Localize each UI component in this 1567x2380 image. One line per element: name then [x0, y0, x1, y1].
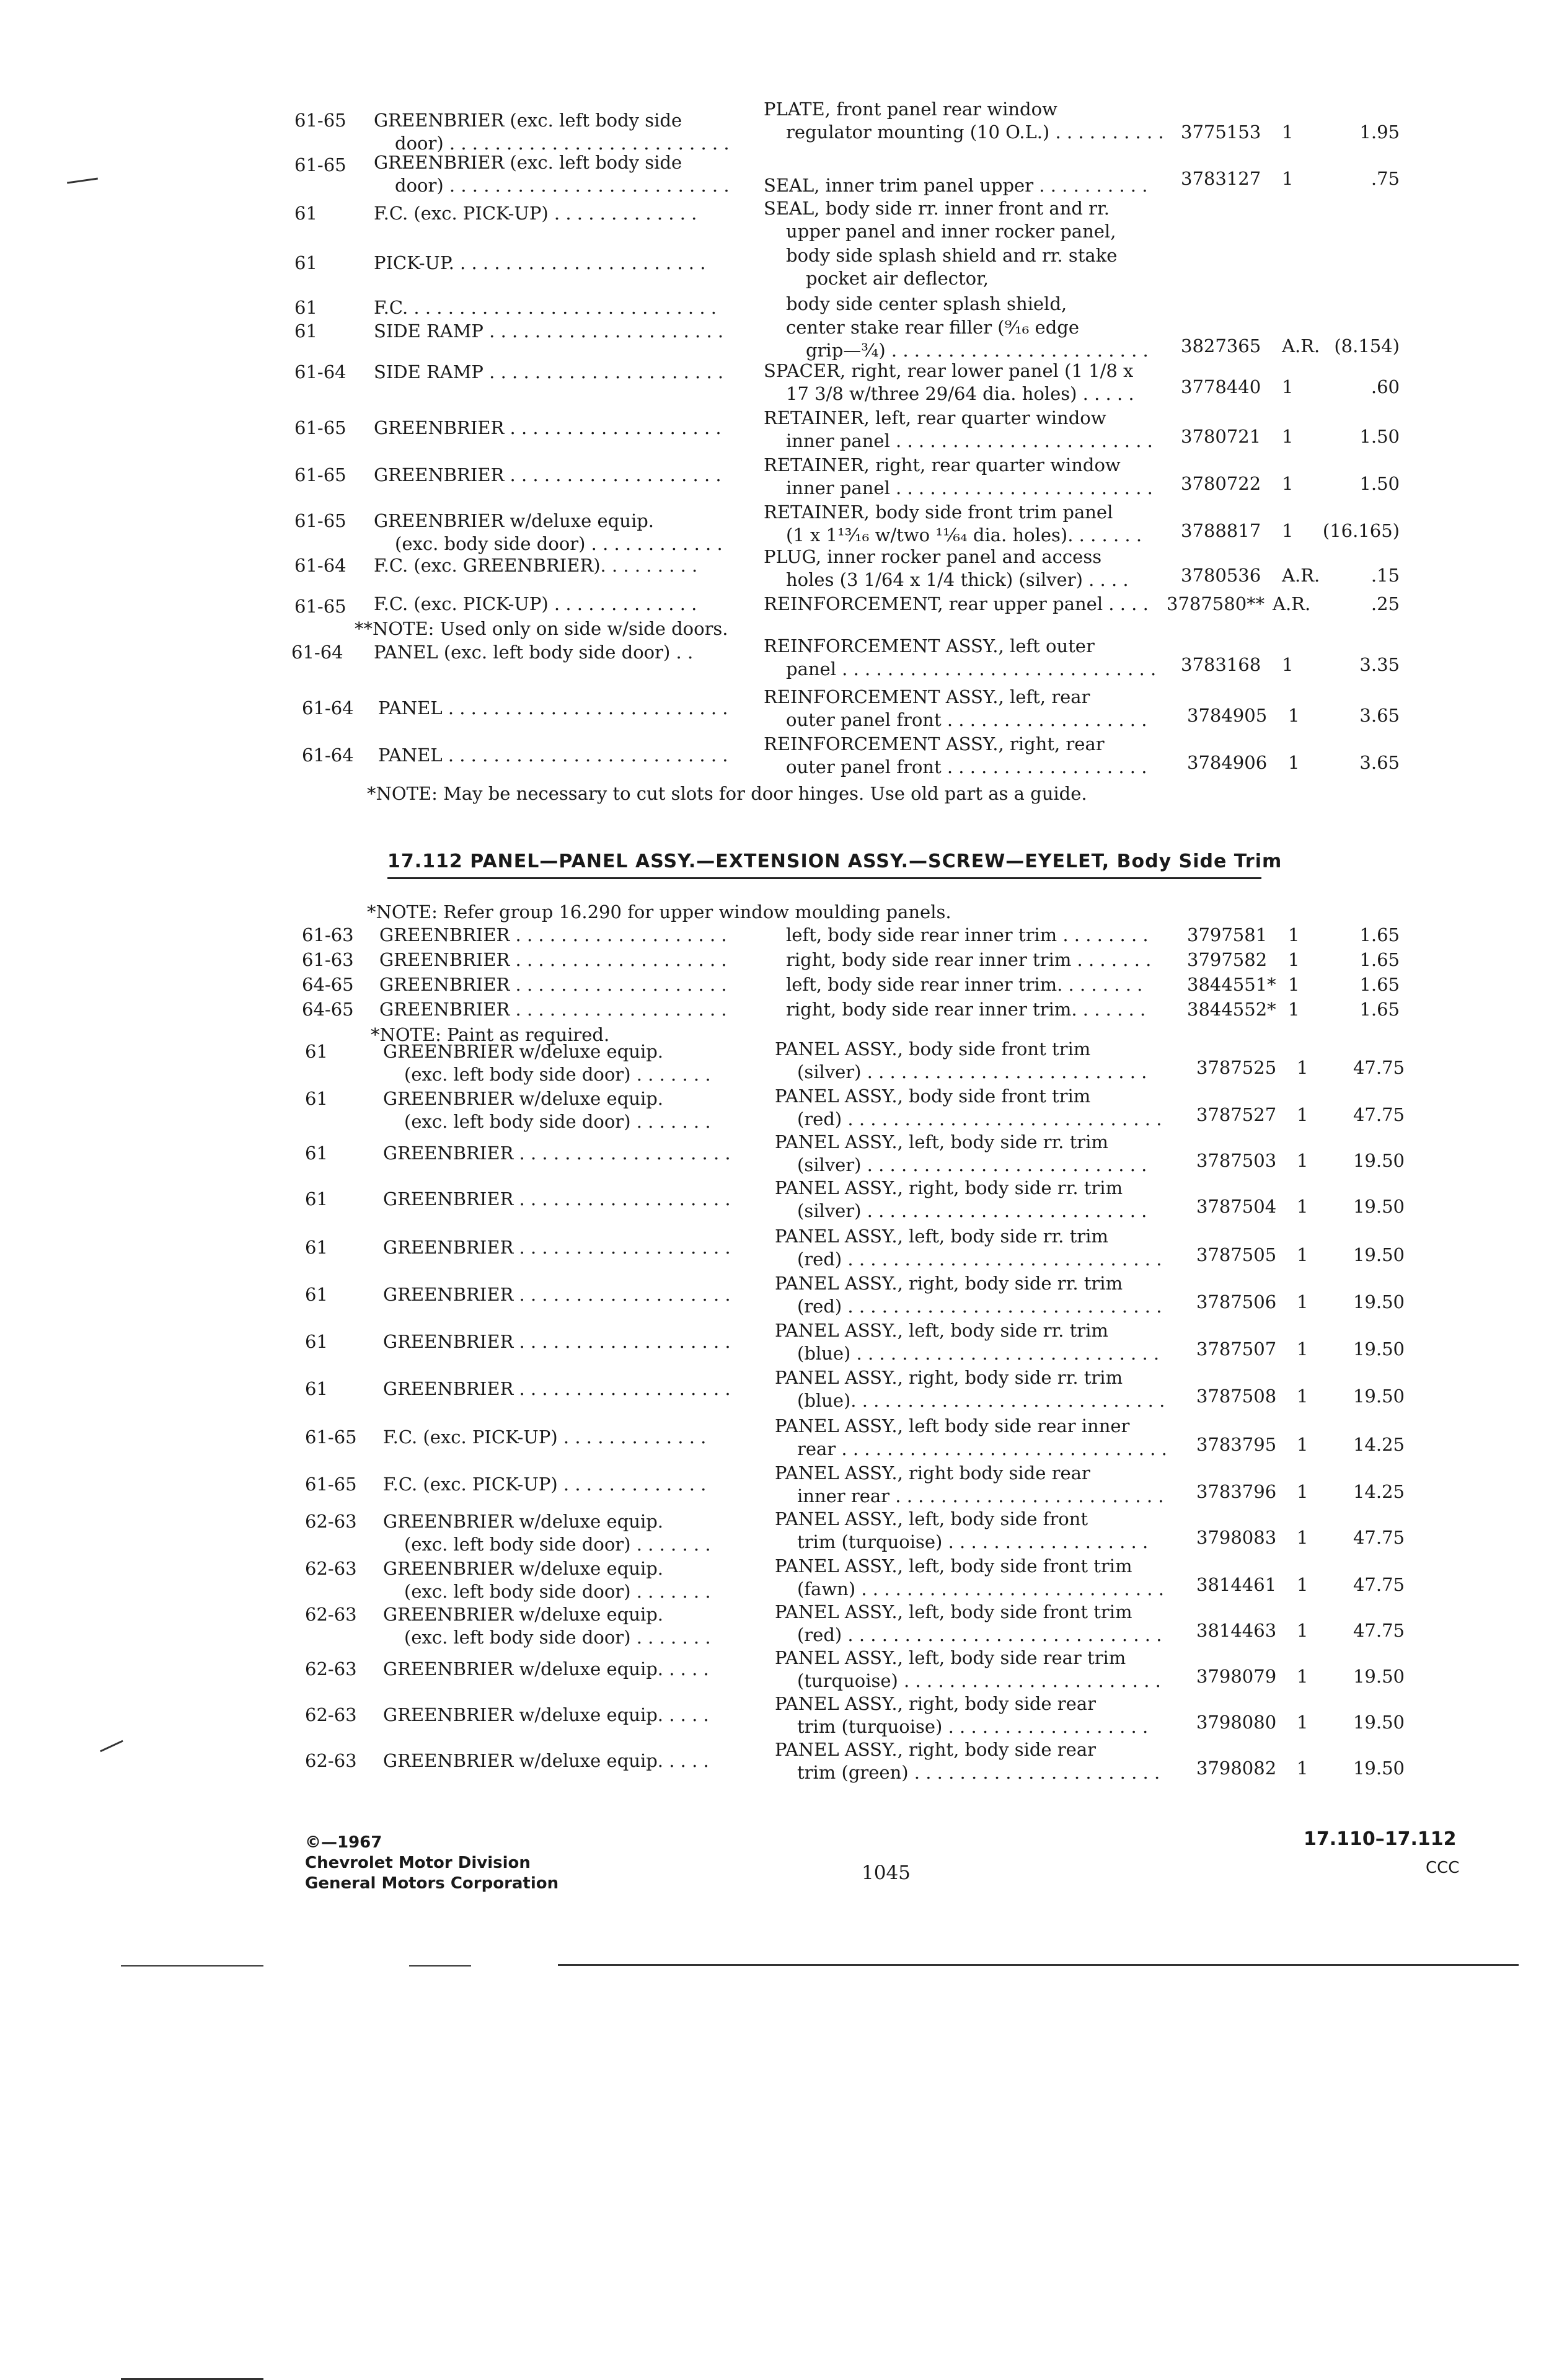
- part-number: 3844551*: [1187, 974, 1276, 995]
- price: 19.50: [1353, 1244, 1405, 1265]
- parts-row: [0, 686, 1567, 735]
- part-number: 3797582: [1187, 949, 1268, 970]
- quantity: 1: [1297, 1574, 1309, 1595]
- part-number: 3775153: [1181, 122, 1261, 143]
- model-years: 61-64: [302, 697, 354, 719]
- model-years: 61: [305, 1331, 328, 1352]
- description: PANEL ASSY., right, body side rear trim (green) . . . . . . . . . . . . . . . . . . . . . .: [775, 1739, 1160, 1783]
- description: REINFORCEMENT, rear upper panel . . . .: [764, 593, 1149, 614]
- price: 14.25: [1353, 1481, 1405, 1502]
- application: PANEL (exc. left body side door) . .: [374, 642, 694, 663]
- model-years: 61-64: [302, 745, 354, 766]
- section-rule: [387, 877, 1261, 879]
- application: GREENBRIER . . . . . . . . . . . . . . . . . . .: [379, 924, 727, 945]
- model-years: 61-65: [305, 1474, 357, 1495]
- description: PANEL ASSY., right, body side rr. trim (red) . . . . . . . . . . . . . . . . . . . . . . . . . . . .: [775, 1273, 1162, 1317]
- description: PANEL ASSY., left, body side rear trim (turquoise) . . . . . . . . . . . . . . . . . . . . . . .: [775, 1647, 1161, 1691]
- description: left, body side rear inner trim. . . . . . . .: [786, 974, 1143, 995]
- description: PANEL ASSY., left, body side rr. trim (red) . . . . . . . . . . . . . . . . . . . . . . . . . . . .: [775, 1226, 1162, 1270]
- application: GREENBRIER . . . . . . . . . . . . . . . . . . .: [383, 1378, 731, 1399]
- description: PANEL ASSY., left, body side front trim (red) . . . . . . . . . . . . . . . . . . . . . . . . . . . .: [775, 1601, 1162, 1645]
- model-years: 61-65: [294, 154, 347, 175]
- parts-row: [0, 501, 1567, 554]
- application: PICK-UP. . . . . . . . . . . . . . . . . . . . . . .: [374, 252, 706, 273]
- parts-row: [0, 1601, 1567, 1650]
- quantity: 1: [1282, 520, 1294, 541]
- part-number: 3788817: [1181, 520, 1261, 541]
- quantity: 1: [1288, 999, 1300, 1020]
- part-number: 3798082: [1196, 1758, 1277, 1779]
- parts-row: [0, 924, 1567, 949]
- parts-row: [0, 1415, 1567, 1464]
- application: GREENBRIER (exc. left body side door) . . . . . . . . . . . . . . . . . . . . . . . . .: [374, 152, 730, 196]
- model-years: 62-63: [305, 1511, 357, 1532]
- application: GREENBRIER . . . . . . . . . . . . . . . . . . .: [383, 1331, 731, 1352]
- description: PANEL ASSY., left body side rear inner rear . . . . . . . . . . . . . . . . . . . . . . . . . . . . .: [775, 1415, 1167, 1459]
- quantity: 1: [1297, 1104, 1309, 1125]
- application: GREENBRIER w/deluxe equip. (exc. body side door) . . . . . . . . . . . .: [374, 510, 723, 554]
- catalog-code: CCC: [1426, 1859, 1460, 1877]
- part-number: 3797581: [1187, 924, 1268, 945]
- quantity: 1: [1282, 654, 1294, 675]
- application: GREENBRIER w/deluxe equip. (exc. left body side door) . . . . . . .: [383, 1088, 711, 1132]
- parts-row: [0, 407, 1567, 456]
- part-number: 3844552*: [1187, 999, 1276, 1020]
- quantity: A.R.: [1273, 593, 1311, 614]
- part-number: 3783168: [1181, 654, 1261, 675]
- page-number: 1045: [862, 1862, 911, 1884]
- model-years: 62-63: [305, 1704, 357, 1725]
- model-years: 61-63: [302, 949, 354, 970]
- note: *NOTE: May be necessary to cut slots for door hinges. Use old part as a guide.: [367, 783, 1087, 804]
- application: GREENBRIER w/deluxe equip. (exc. left body side door) . . . . . . .: [383, 1041, 711, 1085]
- description: RETAINER, right, rear quarter window inner panel . . . . . . . . . . . . . . . . . . . . . . .: [764, 454, 1153, 498]
- quantity: 1: [1297, 1666, 1309, 1687]
- application: SIDE RAMP . . . . . . . . . . . . . . . . . . . . .: [374, 361, 724, 383]
- parts-row: [0, 998, 1567, 1023]
- division: Chevrolet Motor Division: [305, 1854, 531, 1872]
- description: REINFORCEMENT ASSY., right, rear outer panel front . . . . . . . . . . . . . . . . . .: [764, 733, 1147, 777]
- parts-row: [0, 635, 1567, 684]
- price: 3.65: [1359, 752, 1400, 773]
- application: GREENBRIER w/deluxe equip. . . . .: [383, 1658, 709, 1679]
- application: GREENBRIER . . . . . . . . . . . . . . . . . . .: [374, 464, 722, 485]
- part-number: 3783795: [1196, 1434, 1277, 1455]
- model-years: 61: [305, 1188, 328, 1210]
- price: .60: [1371, 376, 1400, 397]
- application: GREENBRIER (exc. left body side door) . . . . . . . . . . . . . . . . . . . . . . . . .: [374, 110, 730, 154]
- description: PANEL ASSY., left, body side front trim (turquoise) . . . . . . . . . . . . . . . . . .: [775, 1508, 1149, 1552]
- application: F.C. (exc. PICK-UP) . . . . . . . . . . . . .: [383, 1474, 707, 1495]
- price: 19.50: [1353, 1386, 1405, 1407]
- section-range: 17.110–17.112: [1304, 1828, 1457, 1850]
- model-years: 61: [294, 297, 317, 318]
- application: GREENBRIER w/deluxe equip. (exc. left body side door) . . . . . . .: [383, 1604, 711, 1648]
- price: 1.50: [1359, 426, 1400, 447]
- parts-row: [0, 1738, 1567, 1788]
- quantity: 1: [1297, 1057, 1309, 1078]
- price: 14.25: [1353, 1434, 1405, 1455]
- price: 1.65: [1359, 974, 1400, 995]
- part-number: 3787506: [1196, 1291, 1277, 1312]
- application: F.C. (exc. PICK-UP) . . . . . . . . . . . . .: [374, 203, 697, 224]
- application: SIDE RAMP . . . . . . . . . . . . . . . . . . . . .: [374, 321, 724, 342]
- parts-row: [0, 1647, 1567, 1696]
- part-number: 3783127: [1181, 168, 1261, 189]
- parts-row: [0, 1319, 1567, 1369]
- price: 19.50: [1353, 1338, 1405, 1360]
- parts-row: [0, 244, 1567, 294]
- parts-row: [0, 197, 1567, 247]
- model-years: 61: [305, 1378, 328, 1399]
- quantity: 1: [1297, 1150, 1309, 1171]
- application: GREENBRIER . . . . . . . . . . . . . . . . . . .: [383, 1284, 731, 1305]
- price: 1.65: [1359, 999, 1400, 1020]
- parts-row: [0, 1462, 1567, 1511]
- application: GREENBRIER . . . . . . . . . . . . . . . . . . .: [383, 1143, 731, 1164]
- application: GREENBRIER . . . . . . . . . . . . . . . . . . .: [379, 999, 727, 1020]
- model-years: 61: [305, 1237, 328, 1258]
- parts-row: [0, 1508, 1567, 1557]
- note: *NOTE: Paint as required.: [371, 1024, 610, 1045]
- description: PANEL ASSY., right, body side rr. trim (blue). . . . . . . . . . . . . . . . . . . . . . . . . . . .: [775, 1367, 1165, 1411]
- model-years: 64-65: [302, 974, 354, 995]
- model-years: 62-63: [305, 1658, 357, 1679]
- description: body side splash shield and rr. stake pocket air deflector,: [786, 245, 1118, 289]
- parts-row: [0, 1225, 1567, 1275]
- part-number: 3827365: [1181, 335, 1261, 356]
- price: 19.50: [1353, 1291, 1405, 1312]
- description: PANEL ASSY., right, body side rear trim (turquoise) . . . . . . . . . . . . . . . . . .: [775, 1693, 1149, 1737]
- application: F.C. (exc. PICK-UP) . . . . . . . . . . . . .: [383, 1427, 707, 1448]
- quantity: 1: [1297, 1386, 1309, 1407]
- application: GREENBRIER . . . . . . . . . . . . . . . . . . .: [383, 1188, 731, 1210]
- quantity: 1: [1297, 1712, 1309, 1733]
- price: 1.50: [1359, 473, 1400, 494]
- parts-row: [0, 1366, 1567, 1416]
- description: left, body side rear inner trim . . . . . . . .: [786, 924, 1149, 945]
- parts-row: [0, 1555, 1567, 1604]
- part-number: 3787504: [1196, 1196, 1277, 1217]
- price: .15: [1371, 565, 1400, 586]
- description: RETAINER, body side front trim panel (1 x 1¹³⁄₁₆ w/two ¹¹⁄₆₄ dia. holes). . . . . . .: [764, 502, 1142, 546]
- part-number: 3784905: [1187, 705, 1268, 726]
- price: 19.50: [1353, 1196, 1405, 1217]
- note: *NOTE: Refer group 16.290 for upper window moulding panels.: [367, 901, 951, 922]
- part-number: 3787508: [1196, 1386, 1277, 1407]
- model-years: 61: [294, 203, 317, 224]
- parts-row: [0, 546, 1567, 595]
- parts-row: [0, 360, 1567, 409]
- price: 19.50: [1353, 1666, 1405, 1687]
- description: PANEL ASSY., body side front trim (silver) . . . . . . . . . . . . . . . . . . . . . . . . .: [775, 1038, 1147, 1082]
- quantity: 1: [1282, 473, 1294, 494]
- part-number: 3814461: [1196, 1574, 1277, 1595]
- part-number: 3787503: [1196, 1150, 1277, 1171]
- part-number: 3787507: [1196, 1338, 1277, 1360]
- part-number: 3778440: [1181, 376, 1261, 397]
- price: 47.75: [1353, 1527, 1405, 1548]
- parts-row: [0, 98, 1567, 154]
- bottom-rule: [121, 1965, 263, 1966]
- application: GREENBRIER w/deluxe equip. . . . .: [383, 1750, 709, 1771]
- description: REINFORCEMENT ASSY., left, rear outer panel front . . . . . . . . . . . . . . . . . .: [764, 686, 1147, 730]
- parts-row: [0, 1131, 1567, 1180]
- corporation: General Motors Corporation: [305, 1874, 559, 1893]
- parts-row: [0, 973, 1567, 998]
- quantity: 1: [1297, 1481, 1309, 1502]
- model-years: 61-65: [294, 417, 347, 438]
- parts-row: [0, 316, 1567, 366]
- quantity: 1: [1297, 1196, 1309, 1217]
- parts-row: [0, 949, 1567, 973]
- description: body side center splash shield,: [786, 293, 1067, 314]
- quantity: 1: [1297, 1291, 1309, 1312]
- note: **NOTE: Used only on side w/side doors.: [355, 618, 728, 639]
- parts-row: [0, 1272, 1567, 1322]
- parts-row: [0, 1692, 1567, 1742]
- price: 19.50: [1353, 1712, 1405, 1733]
- quantity: 1: [1288, 752, 1300, 773]
- part-number: 3787580**: [1167, 593, 1265, 614]
- description: RETAINER, left, rear quarter window inner panel . . . . . . . . . . . . . . . . . . . . . . .: [764, 407, 1153, 451]
- part-number: 3798079: [1196, 1666, 1277, 1687]
- description: PANEL ASSY., body side front trim (red) . . . . . . . . . . . . . . . . . . . . . . . . . . . .: [775, 1086, 1162, 1130]
- bottom-rule: [409, 1965, 471, 1966]
- description: PANEL ASSY., right, body side rr. trim (silver) . . . . . . . . . . . . . . . . . . . . . . . . .: [775, 1177, 1147, 1221]
- part-number: 3783796: [1196, 1481, 1277, 1502]
- parts-row: [0, 151, 1567, 201]
- description: center stake rear filler (⁹⁄₁₆ edge grip—¾) . . . . . . . . . . . . . . . . . . . . . . .: [786, 317, 1149, 361]
- part-number: 3780722: [1181, 473, 1261, 494]
- application: GREENBRIER . . . . . . . . . . . . . . . . . . .: [379, 974, 727, 995]
- parts-row: [0, 733, 1567, 782]
- parts-row: [0, 1085, 1567, 1135]
- copyright: ©—1967: [305, 1833, 382, 1852]
- quantity: 1: [1282, 122, 1294, 143]
- bottom-rule: [558, 1964, 1519, 1966]
- description: PLATE, front panel rear window regulator mounting (10 O.L.) . . . . . . . . . .: [764, 99, 1164, 143]
- price: 3.35: [1359, 654, 1400, 675]
- quantity: 1: [1288, 924, 1300, 945]
- model-years: 61-65: [294, 596, 347, 617]
- part-number: 3787527: [1196, 1104, 1277, 1125]
- application: F.C. (exc. GREENBRIER). . . . . . . . .: [374, 555, 698, 576]
- quantity: 1: [1297, 1244, 1309, 1265]
- model-years: 64-65: [302, 999, 354, 1020]
- model-years: 62-63: [305, 1750, 357, 1771]
- price: (8.154): [1334, 335, 1400, 356]
- description: SEAL, body side rr. inner front and rr. upper panel and inner rocker panel,: [764, 198, 1116, 242]
- model-years: 61-65: [294, 510, 347, 531]
- quantity: 1: [1288, 974, 1300, 995]
- model-years: 61-64: [294, 555, 347, 576]
- description: PANEL ASSY., left, body side front trim (fawn) . . . . . . . . . . . . . . . . . . . . . . . . . . .: [775, 1555, 1164, 1599]
- quantity: 1: [1297, 1434, 1309, 1455]
- description: right, body side rear inner trim. . . . . . .: [786, 999, 1146, 1020]
- model-years: 61-65: [294, 110, 347, 131]
- description: SPACER, right, rear lower panel (1 1/8 x 17 3/8 w/three 29/64 dia. holes) . . . . .: [764, 360, 1134, 404]
- price: 19.50: [1353, 1150, 1405, 1171]
- model-years: 61-65: [294, 464, 347, 485]
- quantity: 1: [1288, 705, 1300, 726]
- model-years: 61: [305, 1041, 328, 1062]
- price: .25: [1371, 593, 1400, 614]
- application: PANEL . . . . . . . . . . . . . . . . . . . . . . . . .: [378, 745, 728, 766]
- description: REINFORCEMENT ASSY., left outer panel . . . . . . . . . . . . . . . . . . . . . . . . . . . .: [764, 635, 1157, 679]
- part-number: 3814463: [1196, 1620, 1277, 1641]
- description: PANEL ASSY., right body side rear inner rear . . . . . . . . . . . . . . . . . . . . . . . .: [775, 1462, 1164, 1506]
- quantity: 1: [1282, 168, 1294, 189]
- model-years: 61-64: [291, 642, 343, 663]
- price: 19.50: [1353, 1758, 1405, 1779]
- part-number: 3780721: [1181, 426, 1261, 447]
- description: PANEL ASSY., left, body side rr. trim (silver) . . . . . . . . . . . . . . . . . . . . . . . . .: [775, 1131, 1147, 1175]
- price: 3.65: [1359, 705, 1400, 726]
- price: 47.75: [1353, 1620, 1405, 1641]
- application: GREENBRIER w/deluxe equip. . . . .: [383, 1704, 709, 1725]
- model-years: 61: [305, 1143, 328, 1164]
- quantity: 1: [1297, 1620, 1309, 1641]
- application: F.C. (exc. PICK-UP) . . . . . . . . . . . . .: [374, 593, 697, 614]
- application: F.C. . . . . . . . . . . . . . . . . . . . . . . . . . . .: [374, 297, 717, 318]
- description: right, body side rear inner trim . . . . . . .: [786, 949, 1152, 970]
- model-years: 61-64: [294, 361, 347, 383]
- model-years: 61-65: [305, 1427, 357, 1448]
- part-number: 3787505: [1196, 1244, 1277, 1265]
- application: GREENBRIER . . . . . . . . . . . . . . . . . . .: [379, 949, 727, 970]
- model-years: 61: [294, 321, 317, 342]
- part-number: 3787525: [1196, 1057, 1277, 1078]
- application: GREENBRIER . . . . . . . . . . . . . . . . . . .: [383, 1237, 731, 1258]
- description: SEAL, inner trim panel upper . . . . . . . . . .: [764, 175, 1148, 196]
- quantity: 1: [1282, 376, 1294, 397]
- price: (16.165): [1322, 520, 1400, 541]
- model-years: 61: [294, 252, 317, 273]
- quantity: 1: [1297, 1758, 1309, 1779]
- price: 47.75: [1353, 1104, 1405, 1125]
- section-title: 17.112 PANEL—PANEL ASSY.—EXTENSION ASSY.—SCREW—EYELET, Body Side Trim: [387, 851, 1282, 872]
- part-number: 3784906: [1187, 752, 1268, 773]
- model-years: 61-63: [302, 924, 354, 945]
- parts-row: [0, 1177, 1567, 1226]
- price: 1.65: [1359, 924, 1400, 945]
- price: 1.95: [1359, 122, 1400, 143]
- quantity: 1: [1288, 949, 1300, 970]
- application: PANEL . . . . . . . . . . . . . . . . . . . . . . . . .: [378, 697, 728, 719]
- application: GREENBRIER . . . . . . . . . . . . . . . . . . .: [374, 417, 722, 438]
- description: PANEL ASSY., left, body side rr. trim (blue) . . . . . . . . . . . . . . . . . . . . . . . . . . .: [775, 1320, 1160, 1364]
- price: .75: [1371, 168, 1400, 189]
- parts-row: [0, 454, 1567, 503]
- application: GREENBRIER w/deluxe equip. (exc. left body side door) . . . . . . .: [383, 1511, 711, 1555]
- quantity: 1: [1297, 1527, 1309, 1548]
- price: 1.65: [1359, 949, 1400, 970]
- price: 47.75: [1353, 1057, 1405, 1078]
- description: PLUG, inner rocker panel and access holes (3 1/64 x 1/4 thick) (silver) . . . .: [764, 546, 1129, 590]
- model-years: 61: [305, 1088, 328, 1109]
- model-years: 62-63: [305, 1558, 357, 1579]
- part-number: 3798083: [1196, 1527, 1277, 1548]
- model-years: 62-63: [305, 1604, 357, 1625]
- quantity: 1: [1282, 426, 1294, 447]
- part-number: 3798080: [1196, 1712, 1277, 1733]
- parts-row: [0, 1038, 1567, 1087]
- application: GREENBRIER w/deluxe equip. (exc. left body side door) . . . . . . .: [383, 1558, 711, 1602]
- model-years: 61: [305, 1284, 328, 1305]
- part-number: 3780536: [1181, 565, 1261, 586]
- quantity: A.R.: [1282, 335, 1320, 356]
- price: 47.75: [1353, 1574, 1405, 1595]
- quantity: A.R.: [1282, 565, 1320, 586]
- quantity: 1: [1297, 1338, 1309, 1360]
